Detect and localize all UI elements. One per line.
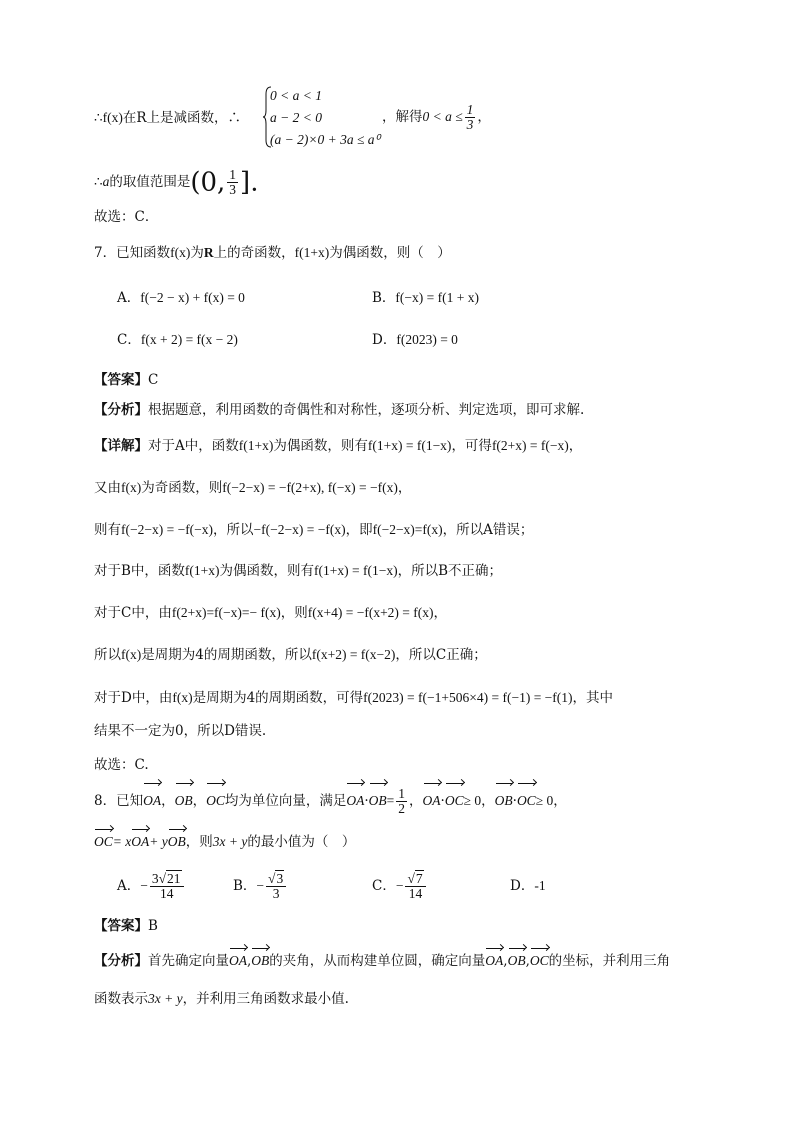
q7-detail-6 [94, 645, 487, 665]
range-right: ]. [240, 167, 259, 198]
detail-text: ，可得 [451, 438, 492, 454]
option-label: D． [510, 878, 535, 894]
q8-option-d [510, 876, 546, 896]
vector-ob: OB [495, 786, 513, 816]
q7-stem-end: 为偶函数，则（ ） [329, 245, 451, 261]
option-sign: − [140, 878, 148, 893]
vector-oa: OA [485, 951, 503, 971]
fraction-half [396, 787, 407, 816]
fraction-denominator: 14 [159, 886, 174, 901]
dot: · [512, 793, 517, 809]
detail-text: ， [568, 438, 583, 454]
fraction-denominator: 14 [408, 886, 423, 901]
fraction-numerator: 1 [229, 167, 237, 182]
option-fraction [266, 872, 286, 901]
sep: ， [161, 793, 175, 809]
radicand: 3 [276, 871, 284, 886]
q8-option-b [233, 868, 288, 904]
detail-math: f(2023) = f(−1+506×4) = f(−1) = −f(1) [363, 690, 573, 705]
vector-oc: OC [445, 786, 464, 816]
sep: ， [481, 793, 495, 809]
line2-text: 的取值范围是 [109, 174, 191, 190]
q8-stem-text: 8．已知 [94, 793, 144, 809]
answer-value: C [148, 372, 159, 388]
q8-stem-mid: 均为单位向量，满足 [224, 793, 347, 809]
eq-x: = x [112, 834, 132, 849]
detail-text: 又由 [94, 480, 121, 496]
math-fx: f(x) [170, 245, 191, 260]
detail-text: ，所以B不正确； [397, 563, 503, 579]
q8-stem-mid2: ，则 [185, 834, 213, 850]
q7-choose: 故选：C. [94, 757, 149, 773]
vector-ob: OB [508, 951, 526, 971]
detail-math: −f(−2−x) = −f(x) [253, 522, 346, 537]
vector-oa: OA [143, 786, 161, 816]
detail-math: f(x) [121, 480, 142, 495]
therefore-symbol: ∴ [94, 110, 103, 126]
detail-math: f(−2−x) = −f(2+x), f(−x) = −f(x) [222, 480, 398, 495]
detail-math: f(1+x) = f(1−x) [367, 438, 452, 453]
q7-detail-8 [94, 721, 266, 741]
expr-3x-plus-y: 3x + y [212, 834, 248, 849]
fraction-denominator: 3 [272, 886, 280, 901]
sqrt-icon: √ [407, 871, 415, 886]
system-row-3: (a − 2)×0 + 3a ≤ a⁰ [270, 132, 380, 147]
plus-y: + y [149, 834, 168, 849]
vector-oa: OA [229, 951, 247, 971]
analysis-tag: 【分析】 [94, 402, 148, 418]
q8-answer [94, 916, 158, 936]
detail-text: ，所以A错误； [442, 522, 534, 538]
q7-option-b [372, 288, 479, 308]
q7-option-d [372, 330, 458, 350]
vector-oa: OA [346, 786, 364, 816]
q8-analysis-2 [94, 989, 349, 1009]
vector-ob: OB [175, 786, 193, 816]
option-expr: f(−x) = f(1 + x) [395, 290, 479, 305]
answer-tag: 【答案】 [94, 918, 148, 934]
detail-math: f(−2−x)=f(x) [372, 522, 443, 537]
detail-text: 是周期为4的周期函数，所以 [141, 647, 312, 663]
vector-oc: OC [206, 786, 225, 816]
solve-inequality: 0 < a ≤ [422, 109, 463, 124]
q7-analysis [94, 400, 584, 420]
option-label: D． [372, 332, 397, 348]
detail-math: f(2+x)=f(−x)=− f(x) [171, 605, 281, 620]
vector-ob: OB [251, 951, 269, 971]
detail-math: f(1+x) = f(1−x) [314, 563, 398, 578]
fraction-denominator: 2 [398, 801, 406, 816]
expr-3x-plus-y: 3x + y [148, 991, 183, 1006]
detail-text: ，则 [280, 605, 308, 621]
vector-ob: OB [168, 832, 186, 852]
detail-math: f(x+2) = f(x−2) [311, 647, 396, 662]
sqrt-icon: √ [158, 871, 167, 886]
sep: ， [192, 793, 207, 809]
fraction-one-third-2 [227, 168, 238, 197]
detail-text: 结果不一定为0，所以D错误. [94, 723, 267, 739]
therefore-symbol: ∴ [94, 174, 103, 190]
option-expr: f(x + 2) = f(x − 2) [140, 332, 238, 347]
q7-detail-5 [94, 603, 447, 623]
detail-text: 为奇函数，则 [141, 480, 223, 496]
math-f1x: f(1+x) [294, 245, 330, 260]
q7-stem-mid: 为 [190, 245, 204, 261]
q7-stem [94, 243, 451, 263]
option-label: B． [233, 878, 257, 894]
solve-prefix: ，解得 [382, 109, 423, 125]
system-row-1: 0 < a < 1 [270, 88, 322, 103]
detail-text: ，所以C正确； [395, 647, 487, 663]
detail-math: f(1+x) [238, 438, 274, 453]
detail-tag: 【详解】 [94, 438, 148, 454]
q7-option-a [117, 288, 245, 308]
q7-stem-mid2: 上的奇函数， [213, 245, 295, 261]
system-row-2: a − 2 < 0 [270, 110, 322, 125]
analysis-text: ，并利用三角函数求最小值. [182, 991, 349, 1007]
detail-text: 为偶函数，则有 [273, 438, 368, 454]
detail-text: 对于B中，函数 [94, 563, 185, 579]
detail-text: ，所以 [213, 522, 254, 538]
sep: ， [409, 793, 423, 809]
q7-detail-2 [94, 478, 411, 498]
q8-stem-1 [94, 786, 567, 816]
detail-text: 所以 [94, 647, 121, 663]
vector-oa: OA [423, 786, 441, 816]
math-var-a: a [102, 174, 110, 189]
vector-ob: OB [369, 786, 387, 816]
detail-text: ，其中 [572, 690, 614, 706]
coef: 3 [151, 871, 159, 886]
detail-math: f(x+4) = −f(x+2) = f(x) [307, 605, 434, 620]
q7-detail-4 [94, 561, 502, 581]
radicand: 21 [167, 871, 181, 886]
q7-detail-1 [94, 436, 582, 456]
option-label: C． [372, 878, 396, 894]
option-label: C． [117, 332, 141, 348]
vector-oc: OC [530, 951, 549, 971]
q7-detail-7 [94, 688, 613, 708]
option-sign: − [256, 878, 265, 893]
q7-stem-text: 7．已知函数 [94, 245, 171, 261]
vector-oc: OC [94, 832, 113, 852]
fraction-numerator: 1 [466, 102, 474, 117]
q7-detail-3 [94, 520, 533, 540]
option-label: A． [117, 290, 141, 306]
answer-value: B [148, 918, 158, 934]
ge-zero: ≥ 0 [535, 793, 554, 808]
option-sign: − [395, 878, 404, 893]
vector-oa: OA [131, 832, 149, 852]
analysis-text: 的夹角，从而构建单位圆，确定向量 [269, 953, 486, 969]
detail-math: f(2+x) = f(−x) [491, 438, 569, 453]
option-fraction [405, 872, 425, 901]
detail-math: f(x) [172, 690, 193, 705]
detail-text: 对于A中，函数 [148, 438, 239, 454]
sep: ， [553, 793, 567, 809]
detail-text: ， [433, 605, 448, 621]
detail-math: f(1+x) [184, 563, 220, 578]
detail-text: 为偶函数，则有 [219, 563, 315, 579]
range-left: (0, [190, 167, 226, 198]
answer-tag: 【答案】 [94, 372, 148, 388]
solve-text [382, 102, 491, 132]
q8-option-c [372, 868, 428, 904]
text-line-2 [94, 167, 258, 198]
detail-text: ， [397, 480, 412, 496]
q8-stem-end: 的最小值为（ ） [247, 834, 356, 850]
fraction-denominator: 3 [229, 182, 237, 197]
ge-zero: ≥ 0 [463, 793, 482, 808]
dot: · [364, 793, 369, 809]
dot: · [440, 793, 445, 809]
q7-option-c [117, 330, 238, 350]
q7-answer [94, 370, 158, 390]
solve-tail: ， [477, 109, 491, 125]
line1-text: 在R上是减函数，∴ [122, 110, 242, 126]
q8-analysis-1: 【分析】首先确定向量OA,OB的夹角，从而构建单位圆，确定向量OA,OB,OC的坐标，并利用三角 [94, 953, 671, 969]
detail-text: 是周期为4的周期函数，可得 [192, 690, 364, 706]
equals: = [386, 793, 395, 808]
radicand: 7 [415, 871, 423, 886]
fraction-denominator: 3 [466, 117, 474, 132]
vector-oc: OC [517, 786, 536, 816]
detail-text: 对于D中，由 [94, 690, 173, 706]
option-expr: f(2023) = 0 [396, 332, 458, 347]
detail-math: f(x) [121, 647, 142, 662]
detail-text: 对于C中，由 [94, 605, 172, 621]
option-label: A． [117, 878, 141, 894]
detail-text: ，即 [345, 522, 373, 538]
math-fx: f(x) [102, 110, 123, 125]
analysis-text: 根据题意，利用函数的奇偶性和对称性，逐项分析、判定选项，即可求解. [148, 402, 585, 418]
analysis-text: 的坐标，并利用三角 [548, 953, 671, 969]
math-R: R [203, 245, 214, 260]
analysis-tag: 【分析】 [94, 953, 148, 969]
analysis-text: 首先确定向量 [148, 953, 229, 969]
fraction-numerator: 1 [398, 786, 406, 801]
q8-option-a [117, 868, 186, 904]
option-label: B． [372, 290, 396, 306]
text-line-1 [94, 108, 241, 128]
detail-math: f(−2−x) = −f(−x) [121, 522, 214, 537]
sqrt-icon: √ [268, 871, 276, 886]
fraction-one-third [465, 103, 476, 132]
option-expr: -1 [534, 878, 546, 893]
choose-line-1: 故选：C． [94, 209, 159, 225]
option-fraction [150, 872, 184, 901]
detail-text: 则有 [94, 522, 121, 538]
q8-stem-2 [94, 832, 355, 852]
option-expr: f(−2 − x) + f(x) = 0 [140, 290, 245, 305]
analysis-text: 函数表示 [94, 991, 148, 1007]
